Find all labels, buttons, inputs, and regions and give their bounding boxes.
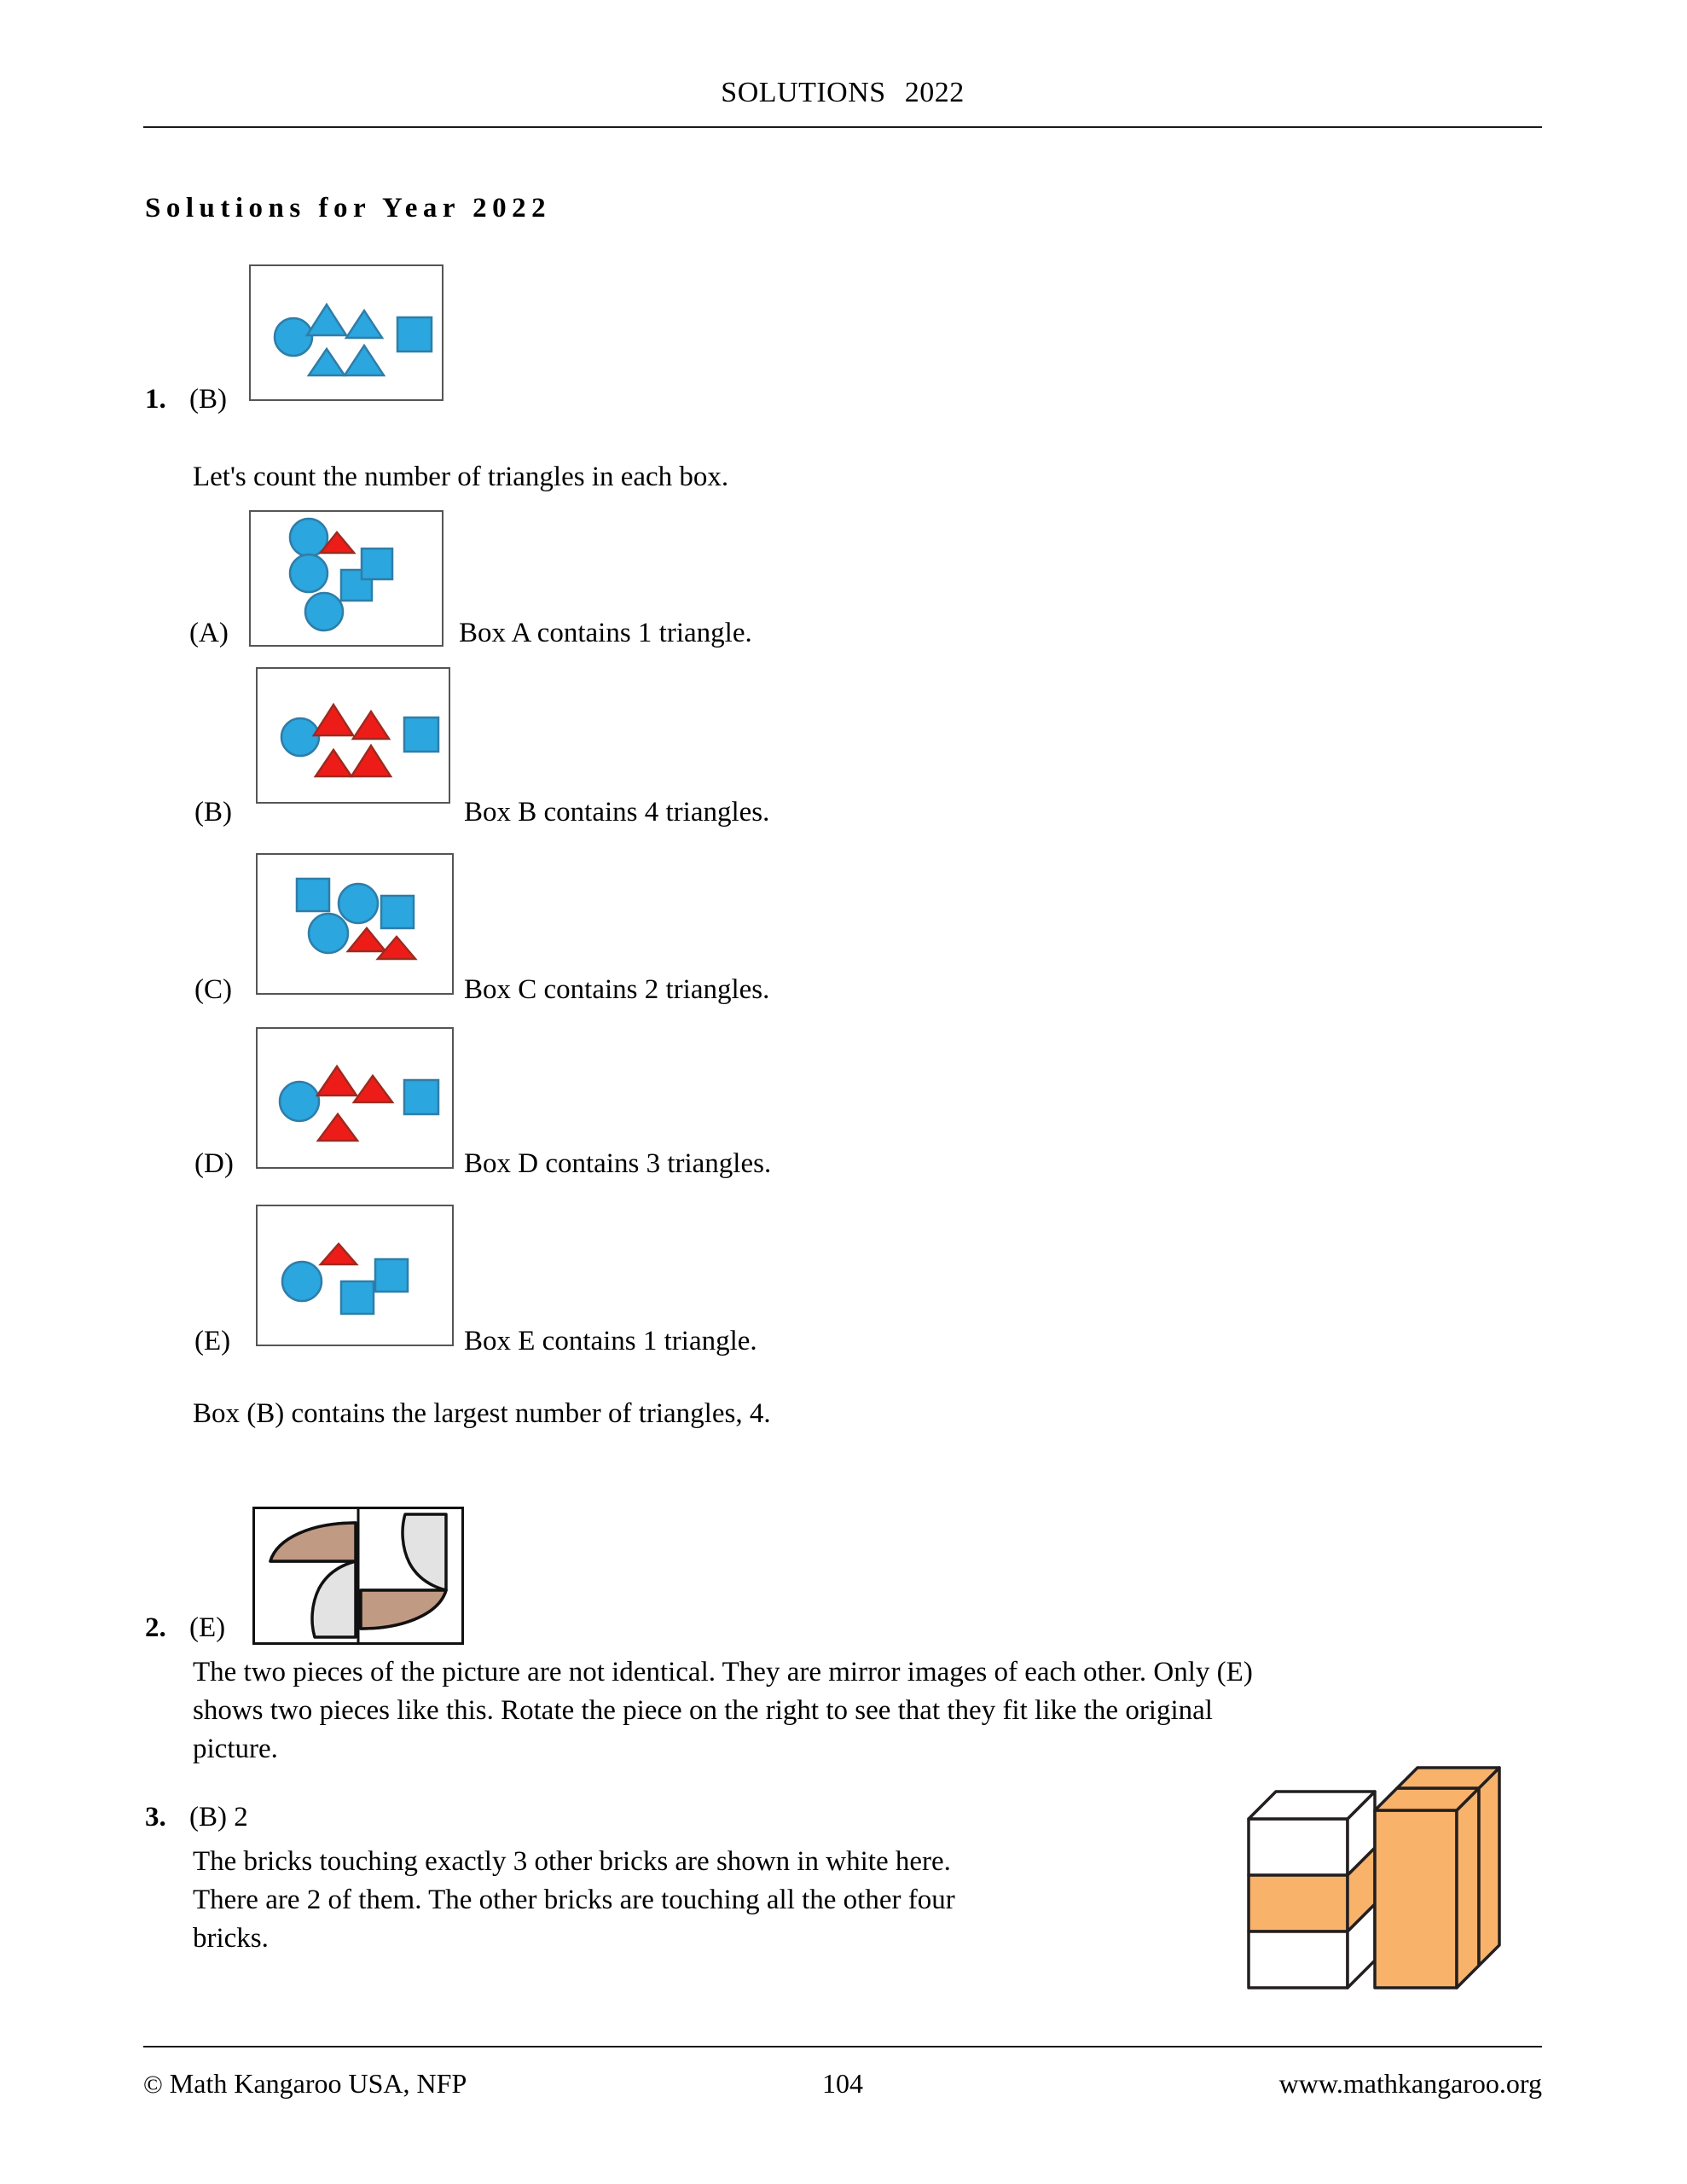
option-d-caption: Box D contains 3 triangles.	[464, 1148, 772, 1179]
puzzle-piece-left	[270, 1523, 356, 1637]
option-c-label: (C)	[194, 974, 232, 1005]
brick-orange-top-2	[1397, 1768, 1499, 1788]
puzzle-pieces-svg	[255, 1509, 461, 1642]
tan-shape-left-top	[270, 1523, 356, 1561]
blue-circle-icon	[282, 1262, 322, 1301]
red-triangle-icon	[317, 1066, 357, 1095]
footer-copyright-text: Math Kangaroo USA, NFP	[169, 2068, 467, 2099]
problem-2-figure	[252, 1507, 464, 1645]
brick-orange-side-1	[1457, 1788, 1479, 1988]
problem-3-number: 3.	[145, 1802, 166, 1833]
problem-2-line-1: The two pieces of the picture are not identical. They are mirror images of each other. Only (E)	[193, 1657, 1253, 1687]
red-triangle-icon	[354, 1076, 392, 1102]
problem-1-intro: Let's count the number of triangles in each box.	[193, 462, 729, 492]
problem-2-number: 2.	[145, 1612, 166, 1643]
blue-square-icon	[297, 879, 329, 911]
problem-3-line-2: There are 2 of them. The other bricks are touching all the other four	[193, 1884, 955, 1915]
brick-orange-mid-front	[1249, 1875, 1348, 1931]
problem-1-answer-figure	[249, 264, 443, 401]
option-e-caption: Box E contains 1 triangle.	[464, 1326, 757, 1356]
problem-2-line-2: shows two pieces like this. Rotate the piece on the right to see that they fit like the original	[193, 1694, 1213, 1726]
shapes-answer-svg	[251, 266, 442, 399]
option-a-caption: Box A contains 1 triangle.	[459, 618, 752, 648]
option-c-figure	[256, 853, 454, 995]
blue-circle-icon	[309, 914, 348, 953]
shapes-b-svg	[258, 669, 449, 802]
copyright-icon: ©	[143, 2071, 163, 2099]
problem-3-line-1: The bricks touching exactly 3 other bricks are shown in white here.	[193, 1846, 951, 1877]
blue-square-icon	[404, 717, 438, 752]
problem-3-text	[193, 1843, 1199, 1958]
footer-page-number: 104	[822, 2068, 863, 2099]
problem-3-line-3: bricks.	[193, 1922, 269, 1954]
blue-square-icon	[404, 1080, 438, 1114]
blue-square-icon	[397, 317, 432, 351]
blue-circle-icon	[339, 884, 378, 923]
shapes-e-svg	[258, 1206, 452, 1345]
page-header	[143, 77, 1542, 109]
shapes-c-svg	[258, 855, 452, 993]
blue-triangle-icon	[309, 349, 345, 375]
footer-website: www.mathkangaroo.org	[1278, 2068, 1542, 2099]
problem-2-line-3: picture.	[193, 1733, 278, 1764]
blue-circle-icon	[290, 555, 328, 592]
blue-square-icon	[381, 896, 414, 928]
red-triangle-icon	[351, 746, 391, 776]
gray-shape-right	[403, 1514, 446, 1590]
blue-circle-icon	[280, 1082, 319, 1121]
brick-white-top-front	[1249, 1819, 1348, 1875]
header-title: SOLUTIONS	[721, 77, 886, 108]
brick-white-bottom-front	[1249, 1931, 1348, 1988]
option-b-figure	[256, 667, 450, 804]
blue-triangle-icon	[346, 311, 382, 338]
problem-2-text	[193, 1653, 1540, 1769]
problem-1-conclusion: Box (B) contains the largest number of triangles, 4.	[193, 1398, 771, 1429]
problem-3-figure	[1247, 1757, 1537, 2013]
option-c-caption: Box C contains 2 triangles.	[464, 974, 770, 1005]
blue-triangle-icon	[345, 346, 384, 375]
option-d-figure	[256, 1027, 454, 1169]
problem-3-answer: (B) 2	[189, 1802, 248, 1833]
option-d-label: (D)	[194, 1148, 234, 1179]
brick-orange-front	[1375, 1810, 1457, 1988]
blue-circle-icon	[305, 593, 343, 630]
gray-shape-left	[312, 1561, 356, 1637]
blue-circle-icon	[281, 718, 319, 756]
red-triangle-icon	[348, 928, 386, 951]
brick-stack-svg	[1247, 1757, 1537, 2013]
blue-square-icon	[341, 1281, 374, 1314]
option-b-caption: Box B contains 4 triangles.	[464, 797, 770, 828]
brick-orange-side-2	[1479, 1768, 1499, 1966]
blue-triangle-icon	[307, 305, 346, 335]
puzzle-piece-right	[361, 1514, 446, 1629]
blue-square-icon	[375, 1259, 408, 1292]
option-a-label: (A)	[189, 618, 229, 648]
footer-divider	[143, 2046, 1542, 2048]
page-title: Solutions for Year 2022	[145, 193, 552, 224]
header-year: 2022	[904, 77, 965, 108]
red-triangle-icon	[316, 750, 351, 776]
red-triangle-icon	[321, 1244, 357, 1264]
tan-shape-right-top	[361, 1590, 446, 1629]
red-triangle-icon	[314, 705, 353, 735]
option-e-label: (E)	[194, 1326, 231, 1356]
blue-circle-icon	[275, 318, 312, 356]
shapes-a-svg	[251, 512, 442, 645]
header-divider	[143, 126, 1542, 128]
option-e-figure	[256, 1205, 454, 1346]
red-triangle-icon	[353, 712, 389, 739]
red-triangle-icon	[318, 1114, 357, 1141]
problem-1-answer: (B)	[189, 384, 227, 415]
blue-square-icon	[362, 549, 392, 579]
shapes-d-svg	[258, 1029, 452, 1167]
option-a-figure	[249, 510, 443, 647]
option-b-label: (B)	[194, 797, 232, 828]
problem-1-number: 1.	[145, 384, 166, 415]
problem-2-answer: (E)	[189, 1612, 226, 1643]
